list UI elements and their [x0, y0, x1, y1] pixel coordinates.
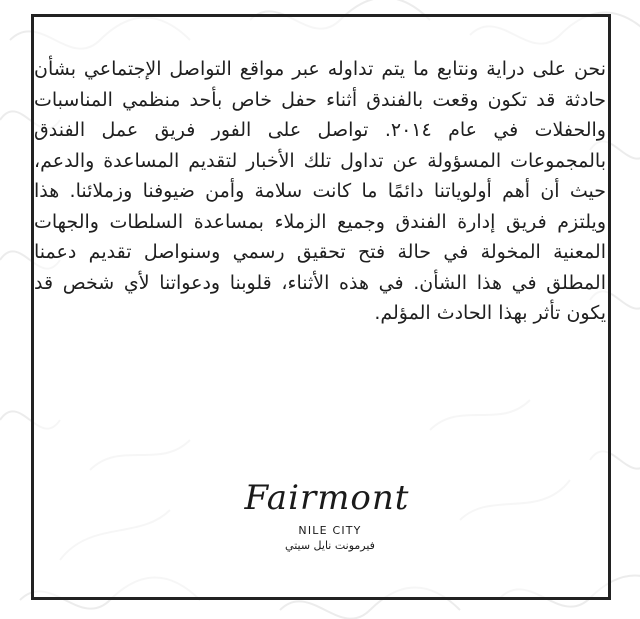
brand-location: NILE CITY [298, 524, 362, 537]
brand-location-arabic: فيرمونت نايل سيتي [285, 539, 375, 552]
brand-name: Fairmont [244, 478, 410, 518]
statement-text: نحن على دراية ونتابع ما يتم تداوله عبر مواقع التواصل الإجتماعي بشأن حادثة قد تكون وقعت بالفندق أثناء حفل خاص بأحد منظمي المناسبات والحفلات في عام ٢٠١٤. تواصل على الفور فريق عمل الفندق بالمجموعات المسؤولة عن تداول تلك الأخبار لتقديم المساعدة والدعم، حيث أن أهم أولوياتنا دائمًا ما كانت سلامة وأمن ضيوفنا وزملائنا. هذا ويلتزم فريق إدارة الفندق وجميع الزملاء بمساعدة السلطات والجهات المعنية المخولة في حالة فتح تحقيق رسمي وسنواصل تقديم دعمنا المطلق في هذا الشأن. في هذه الأثناء، قلوبنا ودعواتنا لأي شخص قد يكون تأثر بهذا الحادث المؤلم. [34, 58, 606, 324]
fairmont-logo [0, 476, 640, 552]
